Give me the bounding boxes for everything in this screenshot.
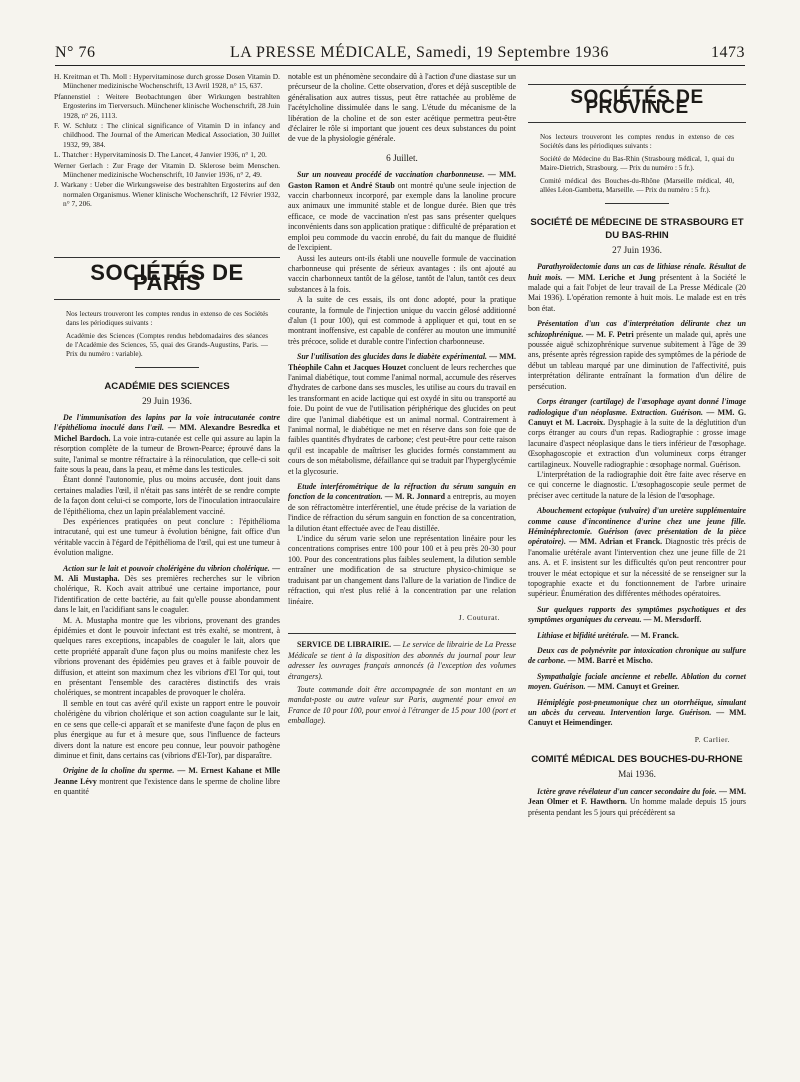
societies-note-detail: Société de Médecine du Bas-Rhin (Strasbourg médical, 1, quai du Maire-Dietrich, Strasbourg. — Prix du numéro : 5 fr.).: [540, 154, 734, 172]
divider: [135, 367, 199, 368]
article-authors: — MM. Canuyt et Greiner.: [587, 682, 680, 692]
article-paragraph: [528, 672, 746, 693]
article-authors: — MM. Adrian et Franck.: [568, 537, 663, 547]
reference-item: L. Thatcher : Hypervitaminosis D. The Lancet, 4 Janvier 1936, n° 1, 20.: [54, 150, 267, 160]
article-paragraph: [54, 413, 280, 475]
article-text: montrent que l'existence dans le sperme de choline libre en quantité: [54, 776, 280, 797]
article-authors: — MM. Jean Olmer et F. Hawthorn.: [528, 786, 746, 807]
session-date: Mai 1936.: [618, 769, 656, 780]
article-title: Présentation d'un cas d'interprétation délirante chez un schizophrénique.: [528, 319, 746, 339]
left-column: [54, 72, 280, 798]
article-text: Dès ses premières recherches sur le vibrion cholérique, R. Koch avait attribué une certaine importance, pour l'identification de cette bactérie, au fait qu'elle pousse abondamment dans le lait, en l'acidifiant sans le coaguler.: [54, 574, 281, 615]
article-authors: — M. Franck.: [631, 630, 679, 640]
article-paragraph: M. A. Mustapha montre que les vibrions, provenant des grandes épidémies et dont le pouvoir infectant est très exalté, se montrent, à quelques rares exceptions, incapables de coaguler le lait, alors que cette propriété apparaît d'une façon plus ou moins manifeste chez les vibrions provenant des épidémies peu graves et à faible pouvoir de diffusion, et atteint son maximum chez les vibrions d'El Tor qui, tout en présentant l'ensemble des caractères distinctifs des vrais cholériques, se montrent incapables de provoquer le choléra.: [54, 615, 280, 698]
article-text: présente un malade qui, après une poussée aiguë schizophrénique survenue subitement à l'âge de 39 ans, présente après régression rapide des symptômes de la période de début un tableau marqué par une diminution de l'affectivité, puis interprétation délirante entraînant la formation d'un délire de persécution.: [528, 329, 747, 391]
article-title: Sur quelques rapports des symptômes psychotiques et des symptômes organiques du cerveau.: [528, 604, 746, 625]
section-title-paris: SOCIÉTÉS DE PARIS: [54, 257, 280, 300]
journal-title: LA PRESSE MÉDICALE, Samedi, 19 Septembre 1936: [230, 44, 609, 61]
article-authors: — M. R. Jonnard: [384, 492, 446, 502]
article-text: Dysphagie à la suite de la déglutition d'un corps étranger au cours d'un repas. Radiographie : grosse image lacunaire d'aspect néoplasique dans le tiers inférieur de l'œsophage. Œsophagoscopie et extraction d'un volumineux corps étranger cartilagineux. Nouvelle radiographie : œsophage normal. Guérison.: [528, 417, 746, 469]
article-text: présentent à la Société le malade qui a fait l'objet de leur travail de La Presse Médicale (20 Mai 1936). L'opération remonte à huit mois. Le malade est en très bon état.: [528, 272, 746, 313]
article-title: Hémiplégie post-pneumonique chez un otorrhéique, simulant un abcès du cerveau. Intervention large. Guérison.: [528, 697, 746, 718]
article-paragraph: Des expériences pratiquées on peut conclure : l'épithélioma intracutané, qui est une tumeur à évolution bénigne, fait office d'un véritable vaccin à l'égard de l'épithélioma de l'œil, qui est une tumeur à évolution maligne.: [54, 516, 280, 558]
society-heading: ACADÉMIE DES SCIENCES: [104, 380, 230, 392]
article-paragraph: [528, 506, 746, 600]
article-text: a entrepris, au moyen de son réfractomètre interférentiel, une étude précise de la variation de l'indice de réfraction du sérum sanguin en fonction de sa concentration, la dilution étant effectuée avec de l'eau distillée.: [288, 492, 516, 533]
section-title-province: SOCIÉTÉS DE PROVINCE: [528, 84, 746, 123]
reference-item: Werner Gerlach : Zur Frage der Vitamin D. Sklerose beim Menschen. Münchener medizinische Wochenschrift, 10 Janvier 1936, n° 2, 49.: [54, 160, 280, 180]
article-paragraph: L'indice du sérum varie selon une représentation linéaire pour les concentrations comprises entre 100 pour 100 et à peu près 20-30 pour 100. Pour des concentrations plus faibles seulement, la dilution semble entraîner une modification de sa structure physico-chimique se traduisant par un changement dans l'allure de la variation de l'indice de réfraction, qui n'est plus relié à la concentration par une relation linéaire.: [288, 534, 516, 606]
article-authors: — M. Ali Mustapha.: [54, 563, 280, 583]
article-paragraph: [288, 482, 516, 534]
service-notice: [288, 633, 516, 726]
article-authors: — MM. Leriche et Jung: [566, 272, 656, 282]
article-title: Lithiase et bifidité urétérale.: [537, 630, 630, 640]
societies-note: Nos lecteurs trouveront les comptes rendus in extenso de ces Sociétés dans les périodiques suivants :: [66, 309, 268, 327]
article-paragraph: [528, 787, 746, 818]
article-paragraph: L'interprétation de la radiographie doit être faite avec réserve en ce qui concerne le diagnostic. L'œsophagoscopie seule permet de préciser avec certitude la nature de la lésion de l'œsophage.: [528, 469, 746, 500]
article-paragraph: Aussi les auteurs ont-ils établi une nouvelle formule de vaccination charbonneuse qui présente de sérieux avantages : ils ont ajouté au vaccin charbonneux tantôt de la gélose, tantôt de l'alun, tantôt ces deux substances à la fois.: [288, 253, 516, 294]
article-paragraph: [528, 605, 746, 626]
right-column: [528, 72, 746, 818]
society-heading: SOCIÉTÉ DE MÉDECINE DE STRASBOURG ET DU BAS-RHIN: [530, 216, 744, 241]
article-paragraph: [528, 319, 746, 392]
service-text: — Le service de librairie de La Presse Médicale se tient à la disposition des abonnés du journal pour leur adresser les ouvrages français annoncés (à l'exception des volumes étrangers).: [288, 640, 516, 681]
article-authors: — M. Mersdorff.: [643, 615, 702, 625]
article-authors: — MM. Gaston Ramon et André Staub: [288, 170, 516, 190]
article-paragraph: [528, 698, 746, 729]
article-authors: — M. Ernest Kahane et Mlle Jeanne Lévy: [54, 766, 280, 786]
article-paragraph: notable est un phénomène secondaire dû à l'action d'une diastase sur un précurseur de la choline. Cette observation, d'ores et déjà susceptible de généralisation aux autres tissus, peut être rattachée au problème de l'acétylcholine dissimulée dans le sang. L'étude du mécanisme de la libération de la choline et de son ester acétique permettra peut-être d'éclairer le rôle si important que jouent ces deux substances du point de vue de la physiologie générale.: [288, 72, 516, 144]
article-authors: — MM. Barré et Mischo.: [567, 656, 653, 666]
article-title: Deux cas de polynévrite par intoxication chronique au sulfure de carbone.: [528, 646, 746, 666]
signature: J. Couturat.: [458, 612, 500, 622]
article-authors: — MM. Canuyt et Heimendinger.: [528, 708, 746, 728]
article-title: Ictère grave révélateur d'un cancer secondaire du foie.: [537, 786, 717, 796]
article-paragraph: [528, 646, 746, 667]
article-paragraph: [528, 262, 746, 314]
article-title: Corps étranger (cartilage) de l'œsophage ayant donné l'image radiologique d'un néoplasme. Extraction. Guérison.: [528, 397, 746, 417]
article-text: La voie intra-cutanée est celle qui assure au lapin la résorption complète de la tumeur de Brown-Pearce; éprouvé dans la suite, l'animal se montre réfractaire à la réinoculation, que celle-ci soit faite sous la peau, dans la peau, et même dans les testicules.: [54, 433, 281, 474]
article-paragraph: [54, 766, 280, 797]
article-paragraph: Il semble en tout cas avéré qu'il existe un rapport entre le pouvoir cholérigène du vibrion cholérique et son action coagulante sur le lait, en ce sens que celle-ci apparaît et se manifeste d'une façon de plus en plus énergique au fur et à mesure que, sous l'influence de facteurs divers dont la nature est encore peu connue, leur pouvoir pathogène diminue et finit, dans certains cas (vibrions d'El-Tor), par disparaître.: [54, 698, 280, 760]
societies-note: Nos lecteurs trouveront les comptes rendus in extenso de ces Sociétés dans les périodiques suivants :: [540, 132, 734, 150]
article-text: Un homme malade depuis 15 jours présenta pendant les 5 jours qui précédèrent sa: [528, 797, 746, 817]
article-title: Sur l'utilisation des glucides dans le diabète expérimental.: [297, 352, 487, 362]
article-paragraph: [54, 564, 280, 616]
article-title: Origine de la choline du sperme.: [63, 766, 175, 776]
divider: [605, 203, 669, 204]
article-text: ont montré qu'une seule injection de vaccin charbonneux incorporé, par exemple dans la lanoline procure aux animaux une immunité stable et de longue durée. Bien que très efficace, ce mode de vaccination n'est pas sans présenter quelques inconvénients dans son application pratique : difficulté de préparation et emploi peu commode du vaccin enrobé, du fait du manque de fluidité de l'excipient.: [288, 180, 516, 253]
signature: P. Carlier.: [694, 734, 730, 744]
session-date: 6 Juillet.: [386, 152, 418, 163]
article-title: Action sur le lait et pouvoir cholérigène du vibrion cholérique.: [63, 563, 270, 573]
issue-number: N° 76: [55, 44, 96, 61]
article-title: Etude interférométrique de la réfraction du sérum sanguin en fonction de la concentration.: [288, 482, 516, 502]
reference-item: H. Kreitman et Th. Moll : Hypervitaminose durch grosse Dosen Vitamin D. Münchener medizinische Wochenschrift, 13 Avril 1928, n° 15, 637.: [54, 72, 280, 91]
societies-note-detail: Comité médical des Bouches-du-Rhône (Marseille médical, 40, allées Léon-Gambetta, Marseille. — Prix du numéro : 5 fr.).: [540, 176, 734, 194]
society-heading: COMITÉ MÉDICAL DES BOUCHES-DU-RHONE: [531, 754, 743, 766]
societies-note-detail: Académie des Sciences (Comptes rendus hebdomadaires des séances de l'Académie des Sciences, 55, quai des Grands-Augustins, Paris. — Prix du numéro : variable).: [66, 331, 268, 358]
service-paragraph: [288, 640, 516, 682]
session-date: 29 Juin 1936.: [142, 395, 192, 406]
reference-item: F. W. Schlutz : The clinical significance of Vitamin D in infancy and childhood. The Journal of the American Medical Association, 30 Juillet 1932, 99, 384.: [54, 121, 280, 149]
article-paragraph: [528, 397, 746, 470]
service-paragraph: Toute commande doit être accompagnée de son montant en un mandat-poste ou autre valeur sur Paris, augmenté pour envoi en France de 10 pour 100, pour envoi à l'étranger de 15 pour 100 (port et emballage).: [288, 684, 516, 726]
article-paragraph: [288, 170, 516, 253]
article-title: De l'immunisation des lapins par la voie intracutanée contre l'épithélioma inoculé dans l'œil.: [54, 412, 280, 433]
reference-item: J. Warkany : Ueber die Wirkungsweise des bestrahlten Ergosterins auf den normalen Organismus. Wiener klinische Wochenschrift, 12 Février 1932, n° 7, 206.: [54, 180, 280, 209]
article-paragraph: [528, 631, 746, 641]
article-text: Diagnostic très précis de l'anomalie urétérale avant l'intervention chez une jeune fille de 21 ans. A. et F. insistent sur les difficultés qu'on peut rencontrer pour trouver le méat ectopique et sur la nécessité de se renseigner sur la topographie exacte et du fonctionnement de l'arbre urinaire supérieur. Énumération des différentes méthodes opératoires.: [528, 537, 746, 599]
middle-column: [288, 72, 516, 727]
article-authors: — MM. Alexandre Besredka et Michel Bardoch.: [54, 423, 281, 443]
session-date: 27 Juin 1936.: [612, 244, 662, 255]
article-paragraph: [288, 352, 516, 477]
article-authors: — M. F. Petri: [586, 329, 634, 339]
article-text: concluent de leurs recherches que l'animal diabétique, tout comme l'animal normal, accumule des réserves d'hydrates de carbone dans ses muscles, les utilise au cours du travail en les transformant en acide lactique qui est oxydé in situ ou transporté au foie. Du point de vue de l'utilisation périphérique des glucides on peut dire que l'animal diabétique est un animal normal. Contrairement à l'animal normal, le diabétique ne met en réserve dans son foie que de faibles quantités d'hydrates de carbone; c'est peut-être pour cette raison qu'il est incapable de maîtriser les glucides formés constamment au cours de son métabolisme, défaillance qui se traduit par l'hyperglycémie et la glycosurie.: [288, 362, 516, 476]
article-paragraph: Étant donné l'autonomie, plus ou moins accusée, dont jouit dans certaines maladies l'œil, il n'était pas sans intérêt de se rendre compte de la façon dont celui-ci se comporte, lors de l'inoculation intraoculaire de l'épithélioma, chez un lapin préalablement vacciné.: [54, 475, 280, 516]
article-title: Sympathalgie faciale ancienne et rebelle. Ablation du cornet moyen. Guérison.: [528, 671, 746, 692]
article-title: Sur un nouveau procédé de vaccination charbonneuse.: [297, 170, 485, 180]
reference-item: Pfannenstiel : Weitere Beobachtungen über Wirkungen bestrahlten Ergosterins im Tierversuch. Münchener klinische Wochenschrift, 28 Juin 1928, n° 26, 1113.: [54, 91, 280, 120]
page-header: [55, 44, 745, 66]
article-title: Parathyroïdectomie dans un cas de lithiase rénale. Résultat de huit mois.: [528, 262, 746, 282]
article-title: Abouchement ectopique (vulvaire) d'un uretère supplémentaire comme cause d'incontinence d'urine chez une jeune fille. Héminéphrectomie. Guérison (avec présentation de la pièce opératoire).: [528, 506, 746, 547]
article-authors: — MM. Théophile Cahn et Jacques Houzet: [288, 352, 516, 372]
service-heading: SERVICE DE LIBRAIRIE.: [297, 640, 392, 650]
article-authors: — MM. G. Canuyt et M. Lacroix.: [528, 407, 746, 427]
article-paragraph: A la suite de ces essais, ils ont donc adopté, pour la pratique courante, la formule de l'injection unique du vaccin gélosé additionné d'alun (1 pour 100), qui est commode à appliquer et qui, tout en se montrant inoffensive, est capable de conférer au mouton une immunité très précoce, solide et durable contre l'infection charbonneuse.: [288, 295, 516, 346]
page-number: 1473: [711, 44, 745, 61]
